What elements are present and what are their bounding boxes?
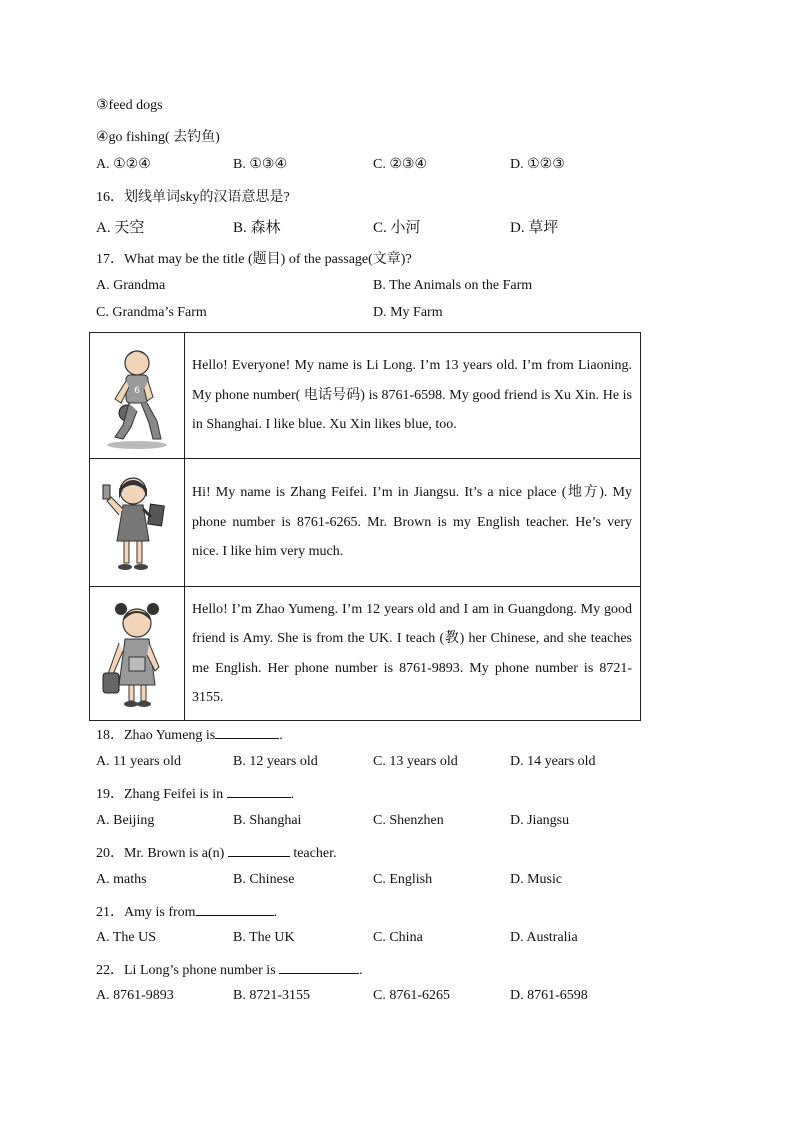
- q18-option-a[interactable]: A. 11 years old: [96, 754, 182, 769]
- q17-stem: 17．What may be the title (题目) of the passage(文章)?: [96, 252, 412, 267]
- q22-option-b[interactable]: B. 8721-3155: [233, 988, 310, 1003]
- q15-option-c[interactable]: C. ②③④: [373, 157, 427, 172]
- girl-picture: [90, 459, 185, 587]
- q20-stem: [96, 842, 336, 862]
- q20-answer-blank[interactable]: [228, 844, 290, 857]
- q22-stem-text: 22．Li Long’s phone number is: [96, 963, 276, 978]
- q22-stem: [96, 959, 363, 979]
- q18-option-d[interactable]: D. 14 years old: [510, 754, 596, 769]
- q16-option-c[interactable]: C. 小河: [373, 220, 421, 236]
- q19-stem-text: 19．Zhang Feifei is in: [96, 787, 224, 802]
- q20-stem-tail: teacher.: [293, 846, 337, 861]
- reading-table: [89, 332, 641, 721]
- q19-option-b[interactable]: B. Shanghai: [233, 813, 302, 828]
- q20-stem-text: 20．Mr. Brown is a(n): [96, 846, 225, 861]
- q21-option-b[interactable]: B. The UK: [233, 930, 295, 945]
- q18-stem: [96, 724, 283, 744]
- reading-row: [90, 587, 641, 721]
- q22-stem-tail: .: [359, 963, 363, 978]
- q20-option-a[interactable]: A. maths: [96, 872, 147, 887]
- q18-stem-text: 18．Zhao Yumeng is: [96, 728, 216, 743]
- reading-text-li-long: Hello! Everyone! My name is Li Long. I’m 13 years old. I’m from Liaoning. My phone number( 电话号码) is 8761-6598. My good friend is Xu Xin. He is in Shanghai. I like blue. Xu Xin likes blue, too.: [185, 333, 641, 459]
- q21-stem: [96, 901, 277, 921]
- q17-option-d[interactable]: D. My Farm: [373, 305, 443, 320]
- q15-option-a[interactable]: A. ①②④: [96, 157, 151, 172]
- q16-option-b[interactable]: B. 森林: [233, 220, 281, 236]
- girl-bag-picture: [90, 587, 185, 721]
- q19-answer-blank[interactable]: [227, 785, 291, 798]
- q18-stem-tail: .: [279, 728, 283, 743]
- reading-text-zhao-yumeng: Hello! I’m Zhao Yumeng. I’m 12 years old and I am in Guangdong. My good friend is Amy. She is from the UK. I teach (教) her Chinese, and she teaches me English. Her phone number is 8761-9893. My phone number is 8721-3155.: [185, 587, 641, 721]
- q18-answer-blank[interactable]: [215, 726, 279, 739]
- q20-option-b[interactable]: B. Chinese: [233, 872, 295, 887]
- reading-row: [90, 459, 641, 587]
- svg-text:6: 6: [134, 385, 140, 396]
- q20-option-c[interactable]: C. English: [373, 872, 433, 887]
- reading-text-zhang-feifei: Hi! My name is Zhang Feifei. I’m in Jiangsu. It’s a nice place (地方). My phone number is 8761-6265. Mr. Brown is my English teacher. He’s very nice. I like him very much.: [185, 459, 641, 587]
- q18-option-c[interactable]: C. 13 years old: [373, 754, 458, 769]
- q17-option-c[interactable]: C. Grandma’s Farm: [96, 305, 207, 320]
- q17-option-b[interactable]: B. The Animals on the Farm: [373, 278, 533, 293]
- q22-option-a[interactable]: A. 8761-9893: [96, 988, 174, 1003]
- q15-item-3: ③feed dogs: [96, 98, 163, 113]
- q15-option-b[interactable]: B. ①③④: [233, 157, 287, 172]
- q21-option-c[interactable]: C. China: [373, 930, 423, 945]
- q19-option-d[interactable]: D. Jiangsu: [510, 813, 570, 828]
- q15-option-d[interactable]: D. ①②③: [510, 157, 565, 172]
- q22-option-c[interactable]: C. 8761-6265: [373, 988, 450, 1003]
- q21-stem-text: 21．Amy is from: [96, 905, 196, 920]
- reading-row: [90, 333, 641, 459]
- boy-picture: [90, 333, 185, 459]
- boy-basketball-icon: [97, 341, 177, 451]
- girl-with-book-icon: [97, 467, 177, 579]
- q21-option-a[interactable]: A. The US: [96, 930, 157, 945]
- q19-option-c[interactable]: C. Shenzhen: [373, 813, 444, 828]
- q19-option-a[interactable]: A. Beijing: [96, 813, 155, 828]
- q20-option-d[interactable]: D. Music: [510, 872, 563, 887]
- q17-option-a[interactable]: A. Grandma: [96, 278, 166, 293]
- q21-option-d[interactable]: D. Australia: [510, 930, 578, 945]
- girl-with-bag-icon: [97, 597, 177, 711]
- q19-stem-tail: .: [290, 787, 295, 802]
- q22-answer-blank[interactable]: [279, 961, 359, 974]
- q19-stem: [96, 783, 294, 803]
- q18-option-b[interactable]: B. 12 years old: [233, 754, 318, 769]
- q21-answer-blank[interactable]: [196, 903, 274, 916]
- q16-stem: 16．划线单词sky的汉语意思是?: [96, 190, 290, 205]
- q16-option-a[interactable]: A. 天空: [96, 220, 145, 236]
- q16-option-d[interactable]: D. 草坪: [510, 220, 559, 236]
- q15-item-4: ④go fishing( 去钓鱼): [96, 130, 220, 145]
- q21-stem-tail: .: [273, 905, 278, 920]
- q22-option-d[interactable]: D. 8761-6598: [510, 988, 588, 1003]
